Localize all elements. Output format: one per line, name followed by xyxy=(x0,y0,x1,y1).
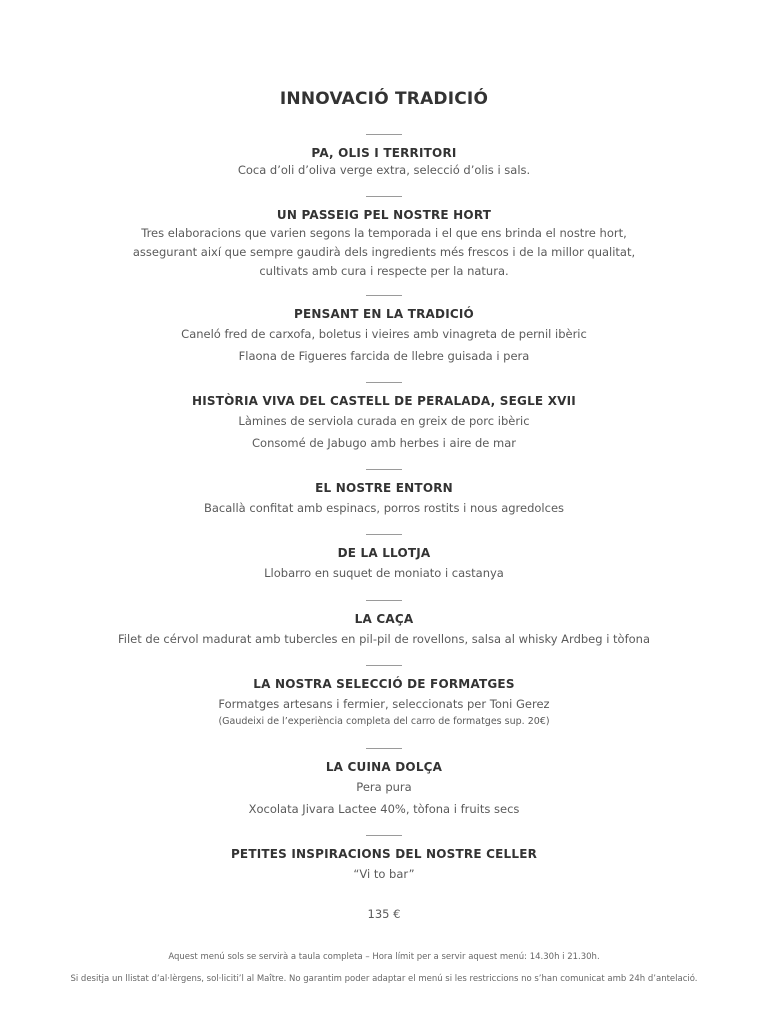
divider xyxy=(366,748,402,749)
divider xyxy=(366,835,402,836)
section-title: EL NOSTRE ENTORN xyxy=(315,481,453,495)
menu-section xyxy=(0,665,768,730)
menu-item: Filet de cérvol madurat amb tubercles en pil-pil de rovellons, salsa al whisky Ardbeg i tòfona xyxy=(117,632,651,646)
menu-item: Pera pura xyxy=(356,780,412,794)
menu-item: Bacallà confitat amb espinacs, porros rostits i nous agredolces xyxy=(203,501,565,515)
menu-section xyxy=(0,295,768,366)
section-title: LA CUINA DOLÇA xyxy=(325,760,443,774)
menu-section xyxy=(0,600,768,649)
supplement-note: (Gaudeixi de l’experiència completa del carro de formatges sup. 20€) xyxy=(218,716,550,727)
menu-item: Formatges artesans i fermier, seleccionats per Toni Gerez xyxy=(218,697,550,711)
section-description: assegurant així que sempre gaudirà dels ingredients més frescos i de la millor qualitat, xyxy=(132,245,636,259)
footer-note: Aquest menú sols se servirà a taula completa – Hora límit per a servir aquest menú: 14.30h i 21.30h. xyxy=(168,952,600,962)
menu-item: Xocolata Jivara Lactee 40%, tòfona i fruits secs xyxy=(248,802,520,816)
menu-section xyxy=(0,196,768,280)
section-description: Tres elaboracions que varien segons la temporada i el que ens brinda el nostre hort, xyxy=(141,226,627,240)
menu-item: Coca d’oli d’oliva verge extra, selecció d’olis i sals. xyxy=(237,163,531,177)
menu-item: Flaona de Figueres farcida de llebre guisada i pera xyxy=(238,349,530,363)
section-title: LA NOSTRA SELECCIÓ DE FORMATGES xyxy=(253,677,515,691)
menu-section xyxy=(0,469,768,518)
menu-section xyxy=(0,382,768,453)
section-title: DE LA LLOTJA xyxy=(337,546,431,560)
divider xyxy=(366,295,402,296)
divider xyxy=(366,665,402,666)
menu-item: Caneló fred de carxofa, boletus i vieires amb vinagreta de pernil ibèric xyxy=(181,327,587,341)
menu-title: INNOVACIÓ TRADICIÓ xyxy=(279,89,489,109)
menu-section xyxy=(0,534,768,583)
menu-section xyxy=(0,134,768,180)
section-title: LA CAÇA xyxy=(354,612,414,626)
section-title: HISTÒRIA VIVA DEL CASTELL DE PERALADA, SEGLE XVII xyxy=(192,394,576,408)
menu-item: “Vi to bar” xyxy=(353,867,415,881)
section-title: PENSANT EN LA TRADICIÓ xyxy=(294,307,474,321)
section-title: PETITES INSPIRACIONS DEL NOSTRE CELLER xyxy=(230,847,538,861)
menu-section xyxy=(0,748,768,819)
divider xyxy=(366,134,402,135)
section-title: PA, OLIS I TERRITORI xyxy=(311,146,457,160)
section-description: cultivats amb cura i respecte per la natura. xyxy=(259,264,509,278)
divider xyxy=(366,196,402,197)
section-title: UN PASSEIG PEL NOSTRE HORT xyxy=(276,208,492,222)
footer-note: Si desitja un llistat d’al·lèrgens, sol·liciti’l al Maître. No garantim poder adaptar el menú si les restriccions no s’han comunicat amb 24h d’antelació. xyxy=(70,974,698,984)
divider xyxy=(366,469,402,470)
divider xyxy=(366,600,402,601)
divider xyxy=(366,382,402,383)
menu-item: Llobarro en suquet de moniato i castanya xyxy=(264,566,504,580)
menu-price: 135 € xyxy=(367,907,401,921)
menu-section xyxy=(0,835,768,884)
menu-item: Làmines de serviola curada en greix de porc ibèric xyxy=(238,414,530,428)
menu-item: Consomé de Jabugo amb herbes i aire de mar xyxy=(252,436,516,450)
divider xyxy=(366,534,402,535)
